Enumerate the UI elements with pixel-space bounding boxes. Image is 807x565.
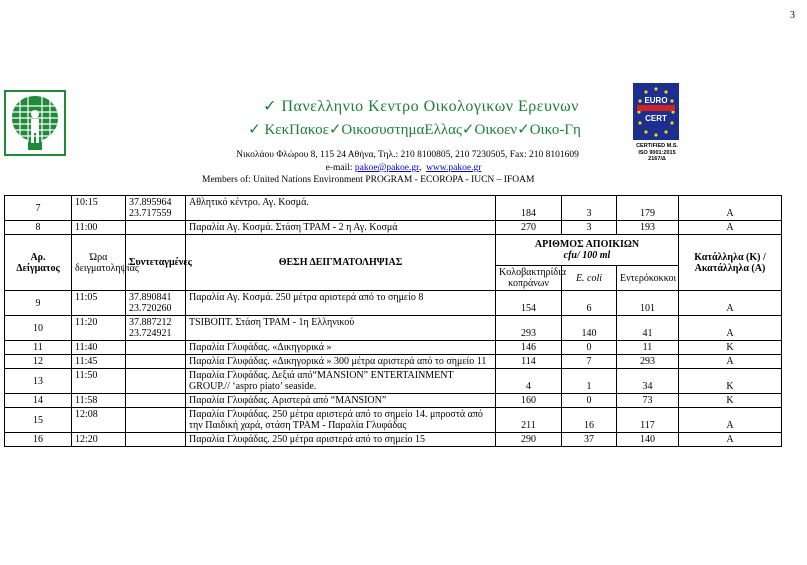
coordinates-cell (126, 316, 186, 341)
time-cell: 11:05 (72, 291, 126, 316)
sampling-results-table (4, 195, 782, 447)
enterococci-cell: 34 (617, 369, 679, 394)
time-cell: 11:40 (72, 341, 126, 355)
header-title: ✓ Πανελληνιο Κεντρο Οικολογικων Ερευνων (263, 98, 579, 115)
enterococci-cell: 73 (617, 394, 679, 408)
coordinates-cell (126, 355, 186, 369)
longitude: 23.724921 (129, 328, 172, 339)
email-link[interactable]: pakoe@pakoe.gr (354, 163, 419, 173)
coliforms-cell: 290 (496, 433, 562, 447)
header-members: Members of: United Nations Environment PROGRAM - ECOROPA - IUCN – IFOAM (202, 175, 535, 185)
sample-number-cell: 14 (5, 394, 72, 408)
time-cell: 11:20 (72, 316, 126, 341)
coliforms-cell: 293 (496, 316, 562, 341)
enterococci-cell: 101 (617, 291, 679, 316)
table-row (5, 316, 782, 341)
coliforms-cell: 4 (496, 369, 562, 394)
page-number: 3 (790, 10, 795, 21)
enterococci-cell: 140 (617, 433, 679, 447)
header-subtitle: ✓ ΚεκΠακοε✓ΟικοσυστημαΕλλας✓Οικοεν✓Οικο-Γη (248, 122, 581, 138)
coordinates-cell (126, 341, 186, 355)
enterococci-cell: 293 (617, 355, 679, 369)
coliforms-cell: 154 (496, 291, 562, 316)
coliforms-cell: 270 (496, 221, 562, 235)
result-cell: Α (679, 433, 782, 447)
location-cell: Παραλία Γλυφάδας. «Δικηγορικά » 300 μέτρα αριστερά από το σημείο 11 (186, 355, 496, 369)
enterococci-cell: 179 (617, 196, 679, 221)
location-cell: Παραλία Γλυφάδας. 250 μέτρα αριστερά από το σημείο 14. μπροστά από την Παιδική χαρά, στάση ΤΡΑΜ - Παραλία Γλυφάδας (186, 408, 496, 433)
header-ecoli: E. coli (562, 266, 617, 291)
cert-text: CERT (645, 114, 667, 123)
latitude: 37.890841 (129, 292, 172, 303)
result-cell: Α (679, 316, 782, 341)
header-location: ΘΕΣΗ ΔΕΙΓΜΑΤΟΛΗΨΙΑΣ (186, 235, 496, 291)
sample-number-cell: 11 (5, 341, 72, 355)
table-row (5, 433, 782, 447)
enterococci-cell: 11 (617, 341, 679, 355)
coordinates-cell (126, 221, 186, 235)
ecoli-cell: 0 (562, 341, 617, 355)
website-link[interactable]: www.pakoe.gr (426, 163, 482, 173)
coordinates-cell (126, 408, 186, 433)
coordinates-cell (126, 196, 186, 221)
time-cell: 11:00 (72, 221, 126, 235)
time-cell: 11:50 (72, 369, 126, 394)
table-row (5, 341, 782, 355)
ecoli-cell: 37 (562, 433, 617, 447)
time-cell: 12:08 (72, 408, 126, 433)
header-contact: e-mail: pakoe@pakoe.gr, www.pakoe.gr (325, 163, 482, 173)
location-cell: Παραλία Αγ. Κοσμά. 250 μέτρα αριστερά από το σημείο 8 (186, 291, 496, 316)
coliforms-cell: 160 (496, 394, 562, 408)
location-cell: Παραλία Γλυφάδας. «Δικηγορικά » (186, 341, 496, 355)
header-address: Νικολάου Φλώρου 8, 115 24 Αθήνα, Τηλ.: 210 8100805, 210 7230505, Fax: 210 8101609 (236, 150, 579, 160)
time-cell: 11:45 (72, 355, 126, 369)
sample-number-cell: 15 (5, 408, 72, 433)
ecoli-cell: 7 (562, 355, 617, 369)
sample-number-cell: 10 (5, 316, 72, 341)
enterococci-cell: 117 (617, 408, 679, 433)
table-row (5, 291, 782, 316)
header-enterococci: Εντερόκοκκοι (617, 266, 679, 291)
result-cell: Α (679, 291, 782, 316)
location-cell: TSIBOΠΤ. Στάση ΤΡΑΜ - 1η Ελληνικού (186, 316, 496, 341)
result-cell: Α (679, 196, 782, 221)
table-row (5, 408, 782, 433)
sample-number-cell: 13 (5, 369, 72, 394)
header-coliforms: Κολοβακτηρίδια κοπράνων (496, 266, 562, 291)
eurocert-logo (633, 83, 679, 140)
result-cell: Κ (679, 341, 782, 355)
coliforms-cell: 114 (496, 355, 562, 369)
sample-number-cell: 7 (5, 196, 72, 221)
location-cell: Παραλία Αγ. Κοσμά. Στάση ΤΡΑΜ - 2 η Αγ. Κοσμά (186, 221, 496, 235)
coliforms-cell: 211 (496, 408, 562, 433)
sample-number-cell: 12 (5, 355, 72, 369)
ecoli-cell: 3 (562, 221, 617, 235)
result-cell: Α (679, 408, 782, 433)
time-cell: 11:58 (72, 394, 126, 408)
ecoli-cell: 16 (562, 408, 617, 433)
sample-number-cell: 8 (5, 221, 72, 235)
location-cell: Παραλία Γλυφάδας. Αριστερά από “MANSION” (186, 394, 496, 408)
table-row (5, 394, 782, 408)
coliforms-cell: 184 (496, 196, 562, 221)
header-coords: Συντεταγμένες (126, 235, 186, 291)
table-row (5, 369, 782, 394)
location-cell: Παραλία Γλυφάδας. 250 μέτρα αριστερά από το σημείο 15 (186, 433, 496, 447)
sample-number-cell: 9 (5, 291, 72, 316)
time-cell: 10:15 (72, 196, 126, 221)
certification-text: CERTIFIED M.S. ISO 9001:2015 2167/Δ (636, 143, 678, 162)
location-cell: Παραλία Γλυφάδας. Δεξιά από“MANSION” ENTERTAINMENT GROUP.// ‘aspro piato’ seaside. (186, 369, 496, 394)
coliforms-cell: 146 (496, 341, 562, 355)
coordinates-cell (126, 433, 186, 447)
email-prefix: e-mail: (325, 163, 353, 173)
header-sample-no: Αρ. Δείγματος (5, 235, 72, 291)
result-cell: Κ (679, 394, 782, 408)
latitude: 37.895964 (129, 197, 172, 208)
header-suitability: Κατάλληλα (Κ) / Ακατάλληλα (Α) (679, 235, 782, 291)
coordinates-cell (126, 369, 186, 394)
longitude: 23.720260 (129, 303, 172, 314)
location-cell: Αθλητικό κέντρο. Αγ. Κοσμά. (186, 196, 496, 221)
table-row (5, 196, 782, 221)
result-cell: Κ (679, 369, 782, 394)
longitude: 23.717559 (129, 208, 172, 219)
sample-number-cell: 16 (5, 433, 72, 447)
result-cell: Α (679, 221, 782, 235)
header-counts: ΑΡΙΘΜΟΣ ΑΠΟΙΚΙΩΝ cfu/ 100 ml (496, 235, 679, 266)
ecoli-cell: 140 (562, 316, 617, 341)
coordinates-cell (126, 291, 186, 316)
table-row (5, 355, 782, 369)
latitude: 37.887212 (129, 317, 172, 328)
ecoli-cell: 3 (562, 196, 617, 221)
result-cell: Α (679, 355, 782, 369)
header-time: Ώρα δειγματοληψίας (72, 235, 126, 291)
ecoli-cell: 1 (562, 369, 617, 394)
euro-text: EURO (644, 96, 668, 105)
table-header-row (5, 235, 782, 266)
ecoli-cell: 0 (562, 394, 617, 408)
table-row (5, 221, 782, 235)
ecoli-cell: 6 (562, 291, 617, 316)
enterococci-cell: 41 (617, 316, 679, 341)
enterococci-cell: 193 (617, 221, 679, 235)
time-cell: 12:20 (72, 433, 126, 447)
coordinates-cell (126, 394, 186, 408)
